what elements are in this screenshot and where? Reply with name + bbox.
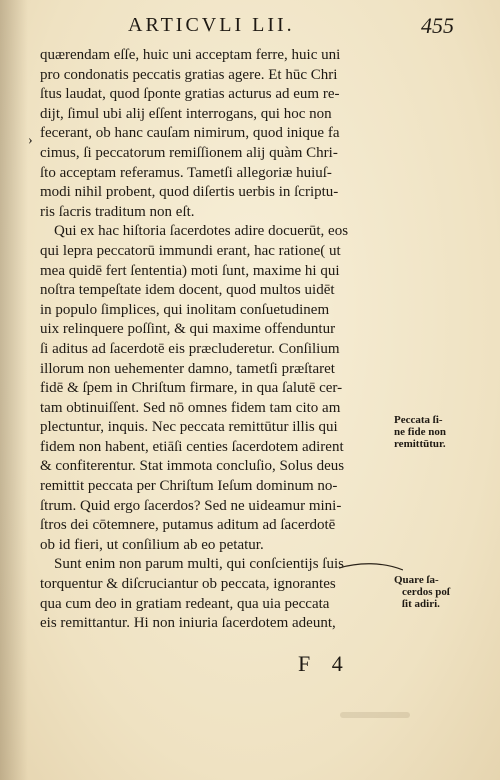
text-line: modi nihil probent, quod diſertis uerbis in ſcriptu- xyxy=(40,184,339,201)
text-line: illorum non uehementer damno, tametſi præſtaret xyxy=(40,360,335,377)
text-line: fidē & ſpem in Chriſtum firmare, in qua ſalutē cer- xyxy=(40,380,343,397)
sidenote-line: ne fide non xyxy=(394,426,446,438)
text-line: fecerant, ob hanc cauſam nimirum, quod inique fa xyxy=(40,125,340,142)
text-line: ob id fieri, ut conſilium ab eo petatur. xyxy=(40,536,264,553)
text-line: uix relinquere poſſint, & qui maxime offenduntur xyxy=(40,321,336,338)
sidenote-faith xyxy=(394,414,474,450)
text-line: dijt, ſimul ubi alij eſſent interrogans, qui hoc non xyxy=(40,105,332,122)
text-line: eis remittantur. Hi non iniuria ſacerdotem adeunt, xyxy=(40,615,336,632)
sidenote-line: Quare ſa- xyxy=(394,574,439,586)
text-line: cimus, ſi peccatorum remiſſionem alij quàm Chri- xyxy=(40,144,338,161)
running-head: ARTICVLI LII. xyxy=(128,14,295,36)
body-text xyxy=(40,46,392,634)
paragraph-start-line: Qui ex hac hiſtoria ſacerdotes adire docuerūt, eos xyxy=(54,223,349,240)
sidenote-line: remittūtur. xyxy=(394,438,446,450)
folio-number: 455 xyxy=(421,13,454,38)
paragraph-start-line: Sunt enim non parum multi, qui conſcientijs ſuis xyxy=(54,556,344,573)
text-line: torquentur & diſcruciantur ob peccata, ignorantes xyxy=(40,576,336,593)
text-line: ris ſacris traditum non eſt. xyxy=(40,203,195,220)
text-line: in populo ſimplices, qui inolitam conſuetudinem xyxy=(40,301,330,318)
text-line: pro condonatis peccatis gratias agere. Et hūc Chri xyxy=(40,66,338,83)
text-line: ſtrum. Quid ergo ſacerdos? Sed ne uideamur mini- xyxy=(40,497,342,514)
text-line: noſtra tempeſtate idem docent, quod multos uidēt xyxy=(40,282,335,299)
sidenote-priest xyxy=(394,574,474,610)
text-line: ſi aditus ad ſacerdotē eis præcluderetur. Conſilium xyxy=(40,340,340,357)
text-line: qui lepra peccatorū immundi erant, hac ratione( ut xyxy=(40,242,341,259)
margin-mark: › xyxy=(28,133,33,148)
text-line: & confiterentur. Stat immota concluſio, Solus deus xyxy=(40,458,345,475)
text-line: ſtros dei cōtemnere, putamus aditum ad ſacerdotē xyxy=(40,517,336,534)
pointer-line xyxy=(339,560,403,574)
sidenote-line: cerdos poſ xyxy=(402,586,450,598)
text-line: plectuntur, inquis. Nec peccata remittūtur illis qui xyxy=(40,419,338,436)
sidenote-line: ſit adiri. xyxy=(402,598,440,610)
sidenote-line: Peccata ſi- xyxy=(394,414,443,426)
text-line: mea quidē fert ſententia) moti ſunt, maxime hi qui xyxy=(40,262,340,279)
text-line: ſto acceptam referamus. Tametſi allegoriæ huiuſ- xyxy=(40,164,332,181)
text-line: tam obtinuiſſent. Sed nō omnes fidem tam cito am xyxy=(40,399,341,416)
page-header xyxy=(40,13,454,44)
ink-offset xyxy=(340,712,410,718)
gutter-shadow xyxy=(0,0,28,780)
signature-mark: F 4 xyxy=(298,651,351,676)
text-line: remittit peccata per Chriſtum Ieſum dominum no- xyxy=(40,478,338,495)
text-line: qua cum deo in gratiam redeant, qua uia peccata xyxy=(40,595,330,612)
text-line: fidem non habent, etiāſi centies ſacerdotem adirent xyxy=(40,438,344,455)
text-line: quærendam eſſe, huic uni acceptam ferre, huic uni xyxy=(40,47,341,63)
text-line: ſtus laudat, quod ſponte gratias acturus ad eum re- xyxy=(40,86,340,103)
